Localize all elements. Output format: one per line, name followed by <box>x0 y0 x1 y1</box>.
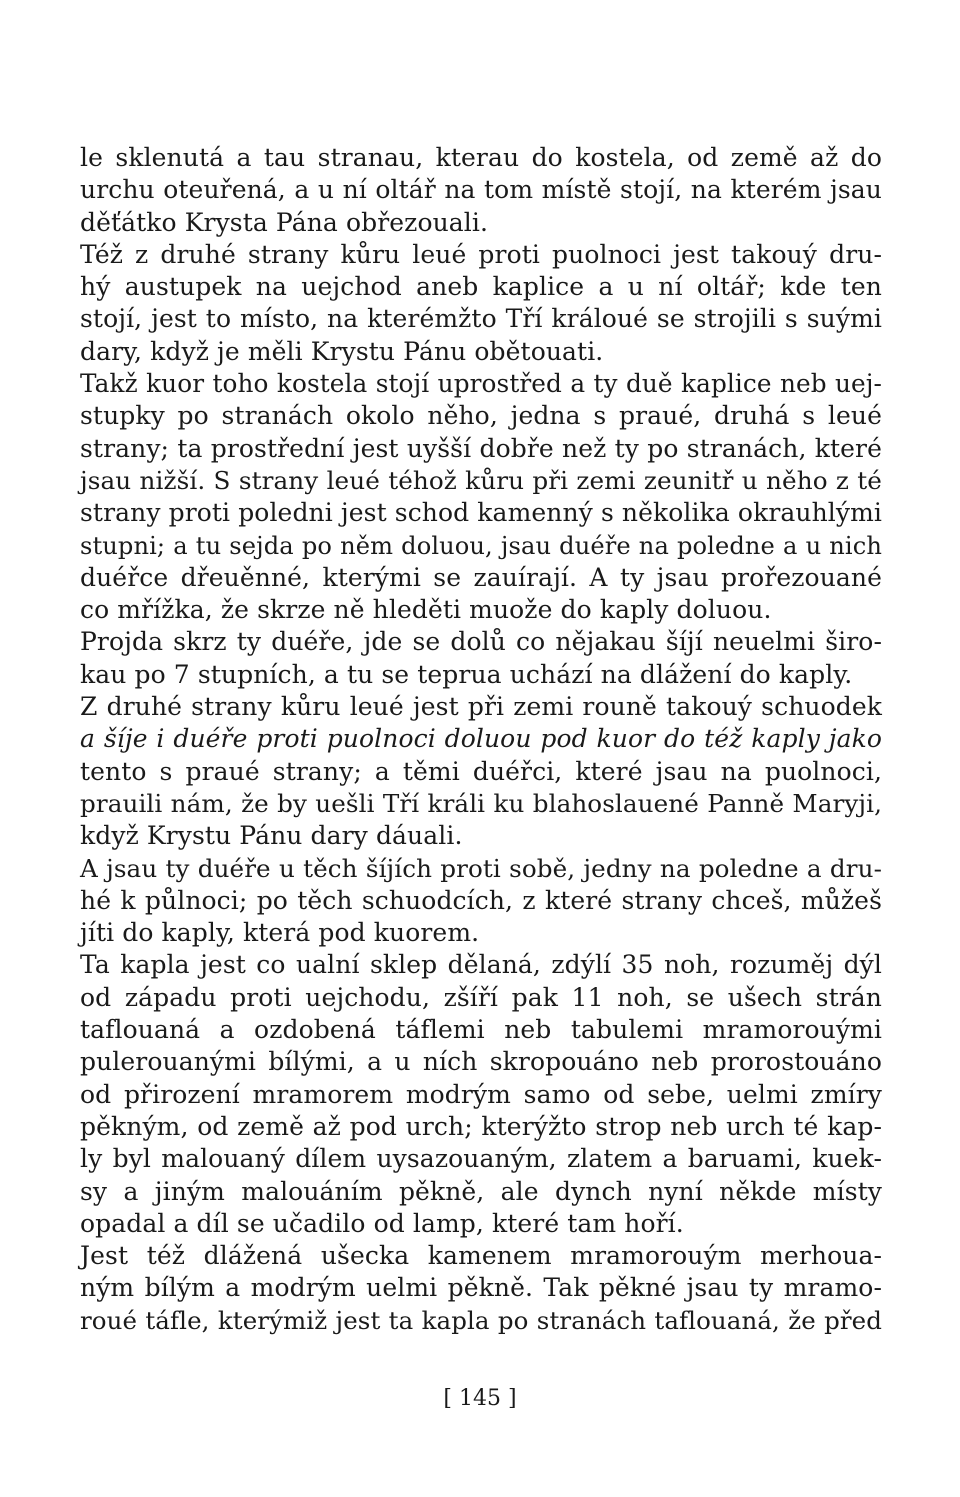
text-line: jíti do kaply, která pod kuorem. <box>80 918 480 948</box>
paragraph-7 <box>80 949 882 1240</box>
paragraph-5 <box>80 691 882 852</box>
text-line: strany; ta prostřední jest uyšší dobře než ty po stranách, které <box>80 433 882 463</box>
paragraph-8 <box>80 1240 882 1337</box>
text-line: stupky po stranách okolo něho, jedna s praué, druhá s leué <box>80 401 882 431</box>
text-line: dary, když je měli Krystu Pánu obětouati. <box>80 336 604 366</box>
text-line: děťátko Krysta Pána obřezouali. <box>80 207 489 237</box>
text-line: stojí, jest to místo, na kterémžto Tří králoué se strojili s suými <box>80 304 882 334</box>
text-line: ným bílým a modrým uelmi pěkně. Tak pěkné jsau ty mramo- <box>80 1273 882 1303</box>
text-line: strany proti poledni jest schod kamenný s několika okrauhlými <box>80 498 882 528</box>
text-line: když Krystu Pánu dary dáuali. <box>80 821 463 851</box>
text-line: kau po 7 stupních, a tu se tepruа uchází na dlážení do kaply. <box>80 659 853 689</box>
text-line: Z druhé strany kůru leué jest při zemi rouně takouý schuodek <box>80 692 882 722</box>
text-line: ly byl malouaný dílem uysazouaným, zlatem a baruami, kuek- <box>80 1144 882 1174</box>
text-line: od přirození mramorem modrým samo od sebe, uelmi zmíry <box>80 1079 882 1109</box>
page-number: [ 145 ] <box>443 1386 517 1411</box>
paragraph-6 <box>80 853 882 950</box>
body-text <box>80 142 882 1337</box>
text-line: jsau nižší. S strany leué téhož kůru při zemi zeunitř u něho z té <box>80 465 882 495</box>
text-line: le sklenutá a tau stranau, kterau do kostela, od země až do <box>80 143 882 172</box>
text-line: hé k půlnoci; po těch schuodcích, z které strany chceš, můžeš <box>80 885 882 915</box>
text-line: Též z druhé strany kůru leué proti puolnoci jest takouý dru- <box>80 239 882 269</box>
text-line: Takž kuor toho kostela stojí uprostřed a ty duě kaplice neb uej- <box>80 369 882 399</box>
text-line: Ta kapla jest co ualní sklep dělaná, zdýlí 35 noh, rozuměj dýl <box>80 950 882 980</box>
text-line: co mřížka, že skrze ně hleděti muože do kaply doluou. <box>80 595 772 625</box>
text-line: opadal a díl se učadilo od lamp, které tam hoří. <box>80 1208 684 1238</box>
text-line: pěkným, od země až pod urch; kterýžto strop neb urch té kap- <box>80 1111 882 1141</box>
text-line: prauili nám, že by uešli Tří králi ku blahoslauené Panně Maryji, <box>80 788 882 818</box>
text-line: stupni; a tu sejda po něm doluou, jsau duéře na poledne a u nich <box>80 531 882 560</box>
text-line: Jest též dlážená ušecka kamenem mramorouým merhoua- <box>80 1241 882 1271</box>
text-line: urchu oteuřená, a u ní oltář na tom místě stojí, na kterém jsau <box>80 175 882 205</box>
text-line: tento s praué strany; a těmi duéřci, které jsau na puolnoci, <box>80 756 882 786</box>
text-line: od západu proti uejchodu, zšíří pak 11 noh, se ušech strán <box>80 982 882 1012</box>
text-line: hý austupek na uejchod aneb kaplice a u ní oltář; kde ten <box>80 272 882 302</box>
text-line: pulerouanými bílými, a u ních skropouáno neb prorostouáno <box>80 1047 882 1077</box>
paragraph-4 <box>80 626 882 691</box>
text-line: duéřce dřeuěnné, kterými se zauírají. A ty jsau prořezouané <box>80 562 882 592</box>
text-line: Projda skrz ty duéře, jde se dolů co nějakau šíjí neuelmi širo- <box>80 627 882 657</box>
text-line: sy a jiným malouáním pěkně, ale dynch nyní někde místy <box>80 1176 882 1206</box>
paragraph-1 <box>80 142 882 239</box>
text-line: A jsau ty duéře u těch šíjích proti sobě, jedny na poledne a dru- <box>80 853 882 883</box>
text-line-italic: a šíje i duéře proti puolnoci doluou pod kuor do též kaply jako <box>80 724 882 754</box>
paragraph-2 <box>80 239 882 368</box>
text-line: roué táfle, kterýmiž jest ta kapla po stranách taflouaná, že před <box>80 1305 882 1335</box>
text-line: taflouaná a ozdobená táflemi neb tabulemi mramorouými <box>80 1015 882 1045</box>
paragraph-3 <box>80 368 882 626</box>
